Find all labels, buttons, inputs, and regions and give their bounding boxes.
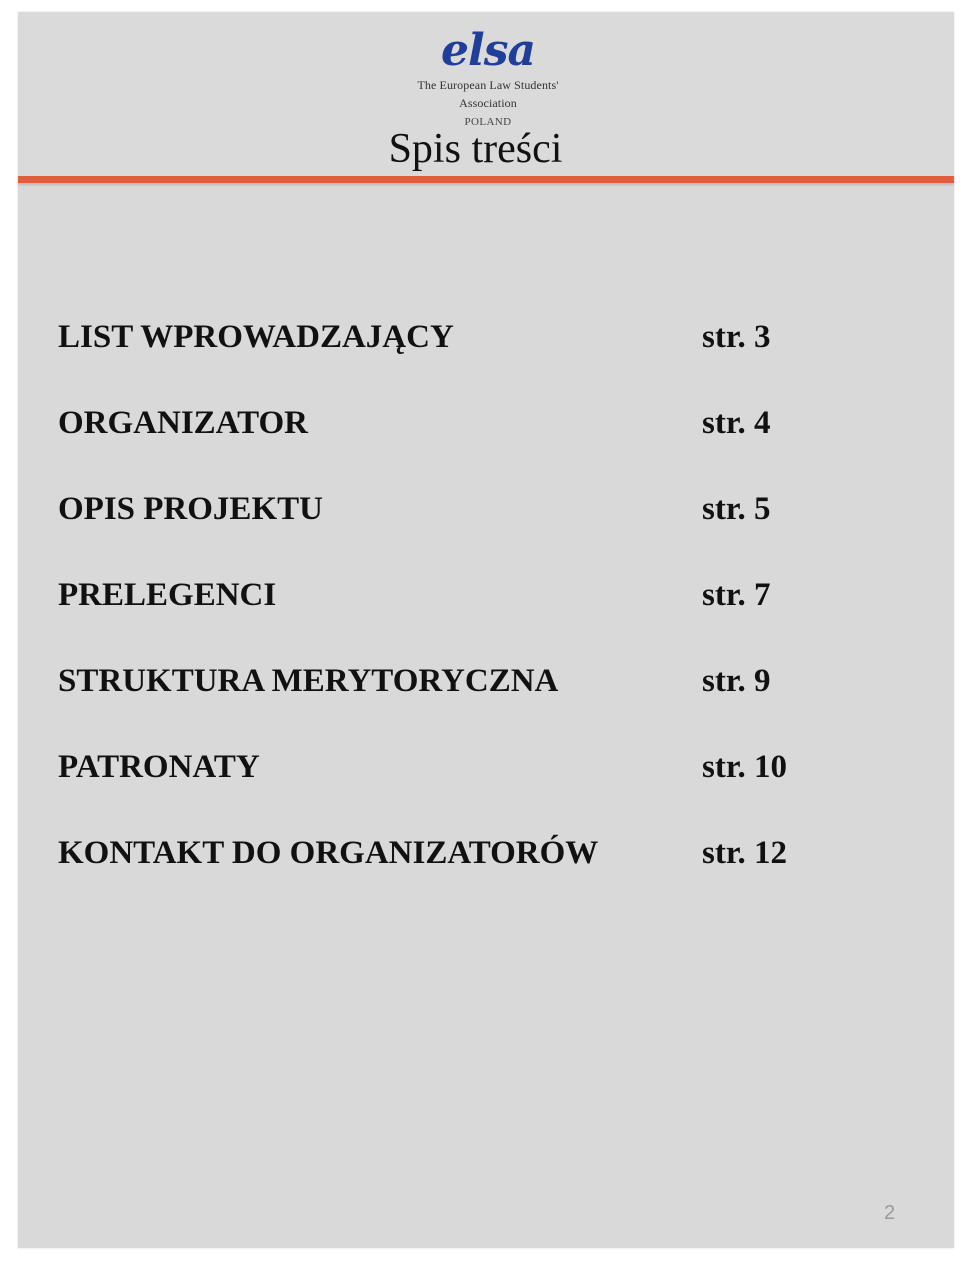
document-page <box>18 12 954 1248</box>
header-accent-bar <box>18 176 954 183</box>
toc-item-page: str. 12 <box>702 835 787 871</box>
toc-item-page: str. 4 <box>702 405 771 441</box>
toc-item-label: ORGANIZATOR <box>58 405 308 441</box>
page-header <box>18 12 954 183</box>
toc-item-label: LIST WPROWADZAJĄCY <box>58 319 454 355</box>
logo-country: POLAND <box>464 116 512 128</box>
toc-item-page: str. 9 <box>702 663 771 699</box>
page-number: 2 <box>884 1202 896 1224</box>
toc-item-label: PRELEGENCI <box>58 577 277 613</box>
table-of-contents <box>58 314 918 916</box>
toc-item-label: PATRONATY <box>58 749 260 785</box>
toc-item-page: str. 5 <box>702 491 771 527</box>
toc-item-label: OPIS PROJEKTU <box>58 491 323 527</box>
toc-item-page: str. 7 <box>702 577 771 613</box>
elsa-logo <box>388 26 588 128</box>
toc-item-label: KONTAKT DO ORGANIZATORÓW <box>58 835 599 871</box>
toc-item-label: STRUKTURA MERYTORYCZNA <box>58 663 559 699</box>
toc-item <box>58 658 918 744</box>
toc-item <box>58 400 918 486</box>
toc-item <box>58 830 918 916</box>
page-title: Spis treści <box>388 126 563 172</box>
logo-organization-name: The European Law Students' Association <box>417 78 559 110</box>
toc-item <box>58 572 918 658</box>
toc-item <box>58 744 918 830</box>
logo-mark: elsa <box>441 25 535 76</box>
toc-item-page: str. 3 <box>702 319 771 355</box>
toc-item <box>58 486 918 572</box>
toc-item-page: str. 10 <box>702 749 787 785</box>
toc-item <box>58 314 918 400</box>
